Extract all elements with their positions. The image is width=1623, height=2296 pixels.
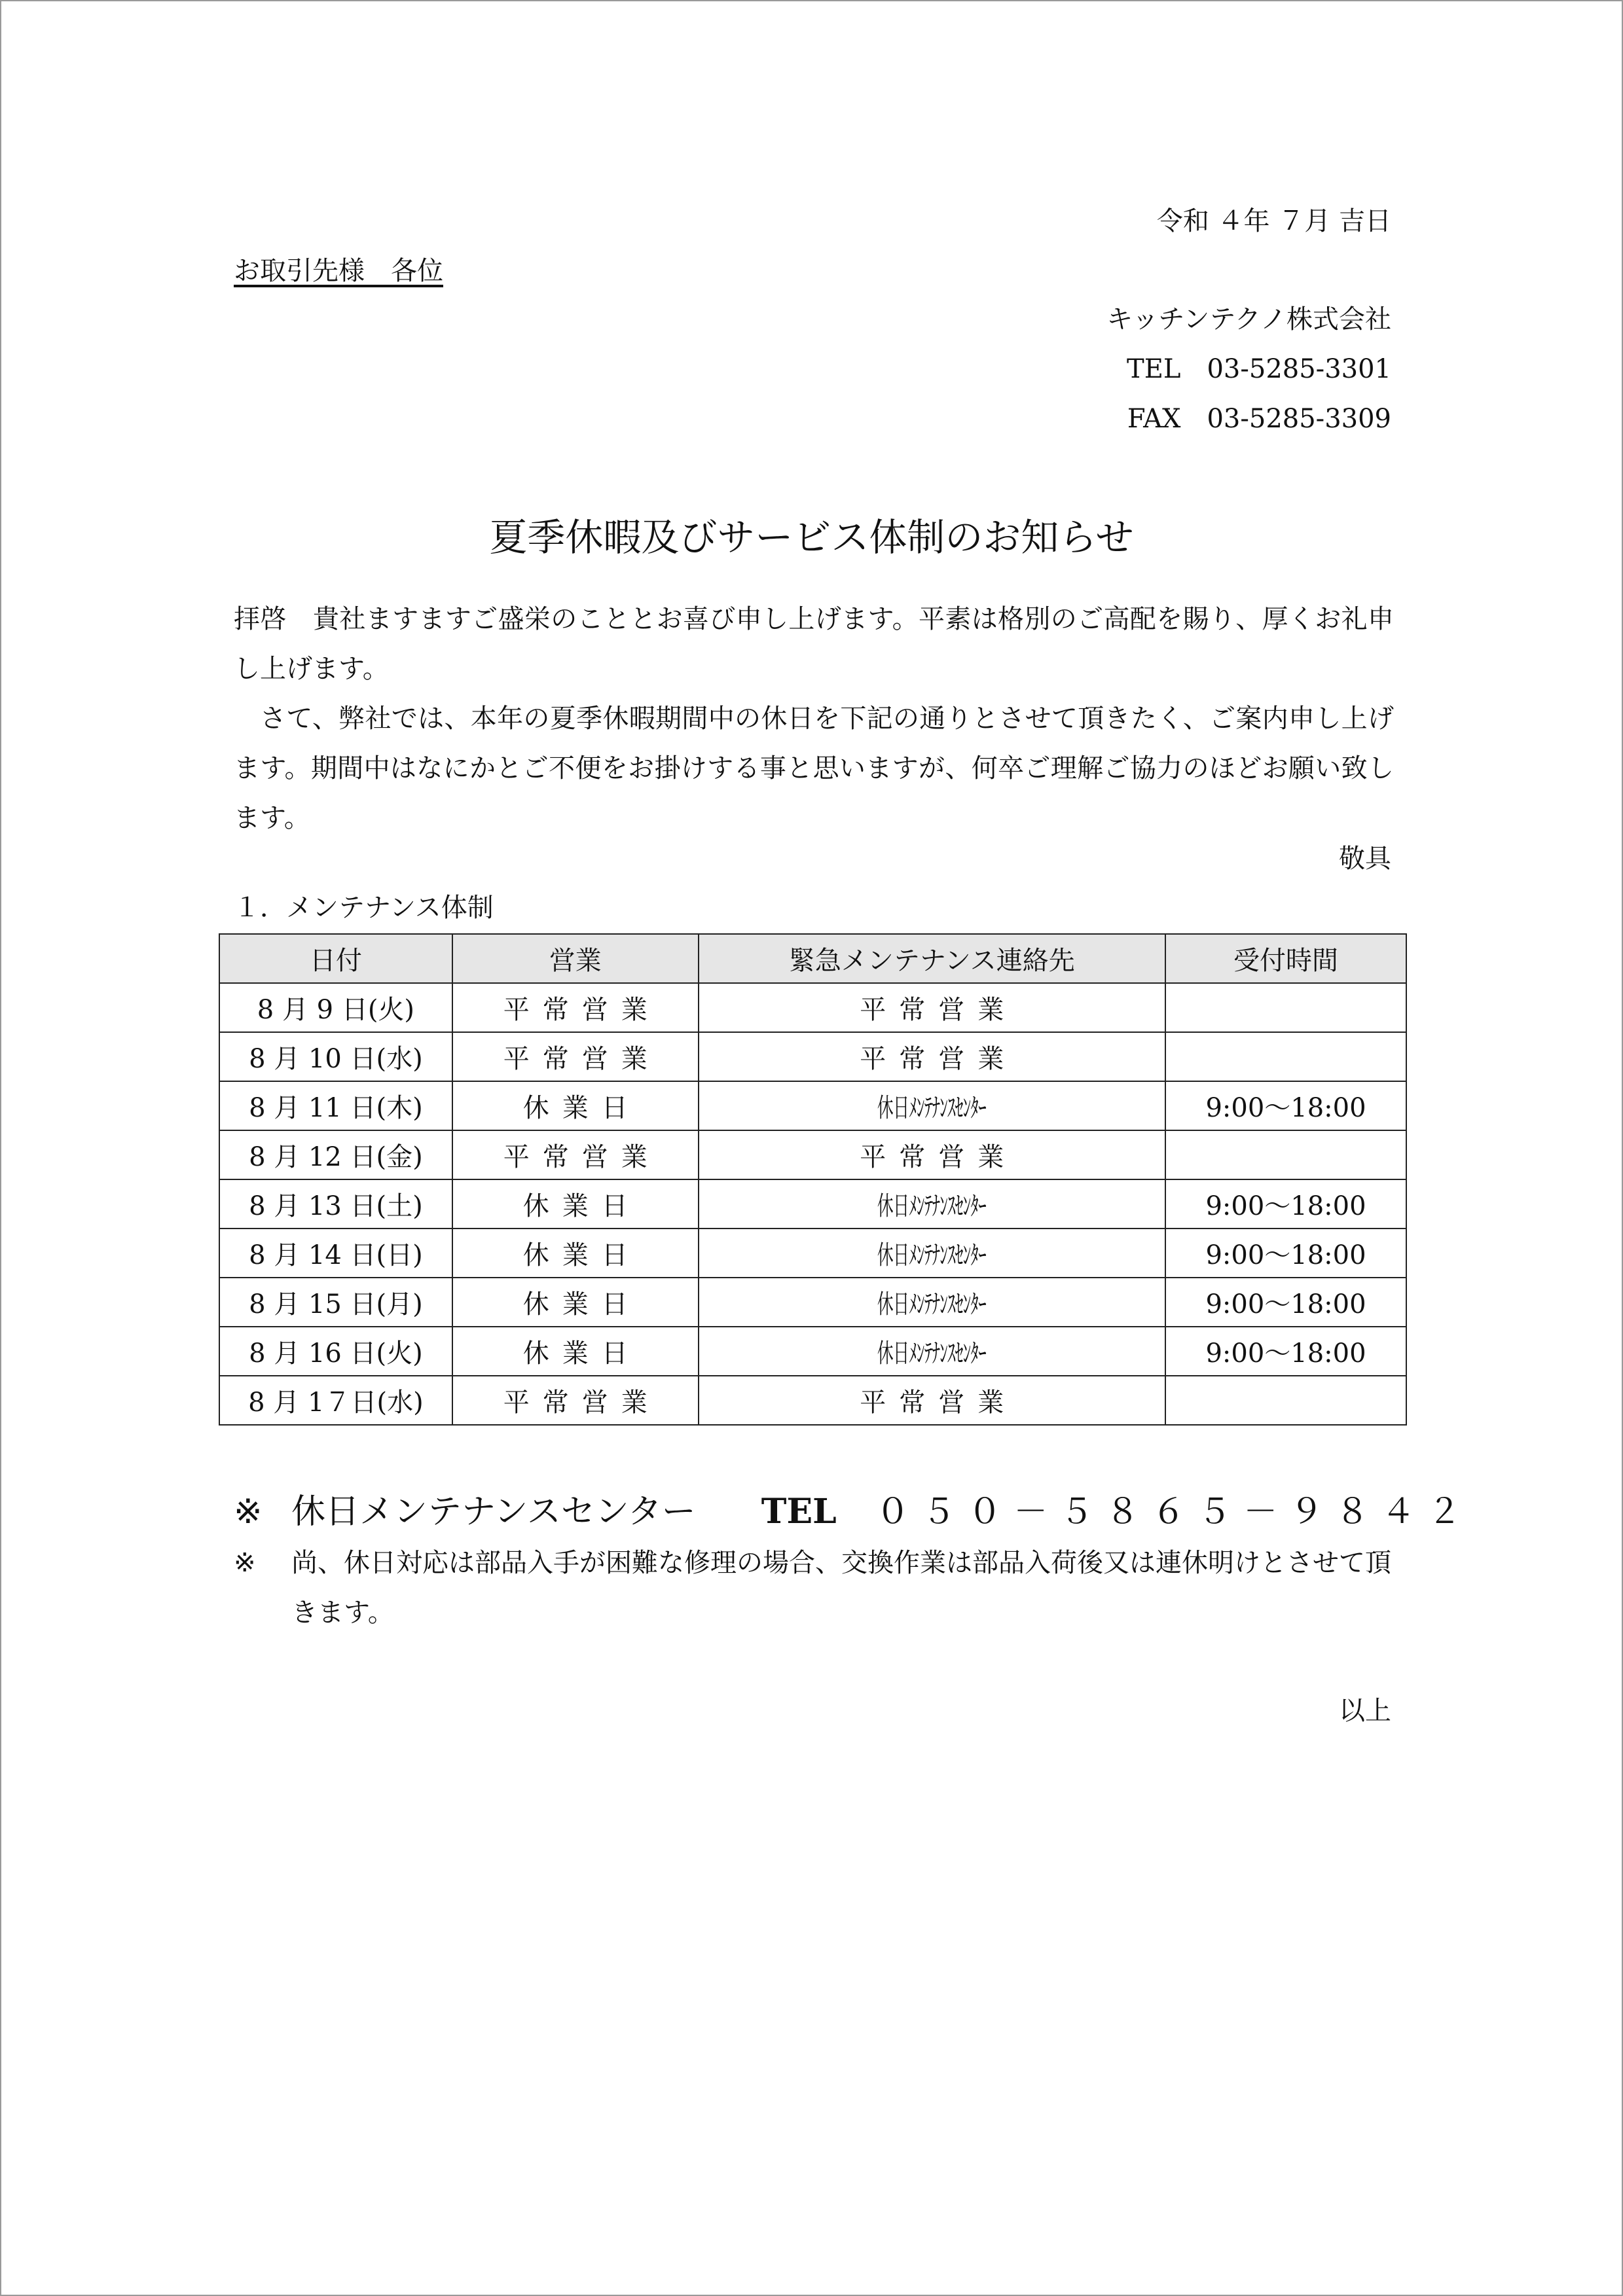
table-row xyxy=(219,1179,1406,1229)
hotline-label: 休日メンテナンスセンター xyxy=(291,1492,696,1532)
hotline-text xyxy=(291,1487,1474,1537)
cell-business: 平常営業 xyxy=(452,1376,699,1425)
cell-contact-text: 休日ﾒﾝﾃﾅﾝｽｾﾝﾀｰ xyxy=(877,1338,987,1369)
cell-hours: 9:00～18:00 xyxy=(1165,1278,1406,1327)
header-hours: 受付時間 xyxy=(1165,934,1406,983)
cell-business: 休業日 xyxy=(452,1081,699,1130)
cell-date: 8 月 10 日(水) xyxy=(219,1032,452,1081)
cell-contact-text: 休日ﾒﾝﾃﾅﾝｽｾﾝﾀｰ xyxy=(877,1289,987,1319)
header-contact: 緊急メンテナンス連絡先 xyxy=(699,934,1165,983)
cell-hours: 9:00～18:00 xyxy=(1165,1081,1406,1130)
cell-date: 8 月 14 日(日) xyxy=(219,1229,452,1278)
company-name: キッチンテクノ株式会社 xyxy=(1106,304,1391,334)
cell-contact: 平常営業 xyxy=(699,1376,1165,1425)
cell-date: 8 月 16 日(火) xyxy=(219,1327,452,1376)
end-mark: 以上 xyxy=(1339,1696,1391,1726)
cell-contact xyxy=(699,1229,1165,1278)
table-row xyxy=(219,983,1406,1032)
table-row xyxy=(219,1376,1406,1425)
hotline-number: ０５０－５８６５－９８４２ xyxy=(875,1492,1474,1532)
section-title: １．メンテナンス体制 xyxy=(234,893,494,923)
cell-hours xyxy=(1165,1376,1406,1425)
cell-contact xyxy=(699,1179,1165,1229)
cell-contact-text: 休日ﾒﾝﾃﾅﾝｽｾﾝﾀｰ xyxy=(877,1191,987,1221)
cell-contact-text: 休日ﾒﾝﾃﾅﾝｽｾﾝﾀｰ xyxy=(877,1240,987,1270)
note-mark: ※ xyxy=(234,1548,256,1578)
cell-business: 平常営業 xyxy=(452,1032,699,1081)
table-row xyxy=(219,1032,1406,1081)
maintenance-schedule-table xyxy=(219,933,1407,1426)
cell-contact xyxy=(699,1081,1165,1130)
cell-contact: 平常営業 xyxy=(699,1130,1165,1179)
cell-business: 休業日 xyxy=(452,1179,699,1229)
table-row xyxy=(219,1229,1406,1278)
cell-hours: 9:00～18:00 xyxy=(1165,1327,1406,1376)
cell-business: 休業日 xyxy=(452,1327,699,1376)
note-mark: ※ xyxy=(234,1492,263,1532)
cell-date: 8 月 9 日(火) xyxy=(219,983,452,1032)
cell-hours: 9:00～18:00 xyxy=(1165,1229,1406,1278)
cell-date: 8 月 12 日(金) xyxy=(219,1130,452,1179)
issue-date: 令和 ４年 ７月 吉日 xyxy=(1156,206,1391,236)
cell-date: 8 月 11 日(木) xyxy=(219,1081,452,1130)
cell-date: 8 月 1７日(水) xyxy=(219,1376,452,1425)
cell-business: 平常営業 xyxy=(452,1130,699,1179)
cell-contact-text: 休日ﾒﾝﾃﾅﾝｽｾﾝﾀｰ xyxy=(877,1093,987,1123)
cell-business: 休業日 xyxy=(452,1229,699,1278)
company-fax: FAX 03-5285-3309 xyxy=(1127,404,1391,434)
table-header-row xyxy=(219,934,1406,983)
cell-contact xyxy=(699,1278,1165,1327)
letter-body xyxy=(234,594,1394,843)
cell-hours: 9:00～18:00 xyxy=(1165,1179,1406,1229)
cell-contact: 平常営業 xyxy=(699,983,1165,1032)
recipient: お取引先様 各位 xyxy=(234,256,443,286)
company-tel: TEL 03-5285-3301 xyxy=(1127,354,1391,384)
cell-hours xyxy=(1165,983,1406,1032)
table-row xyxy=(219,1327,1406,1376)
table-row xyxy=(219,1081,1406,1130)
cell-date: 8 月 13 日(土) xyxy=(219,1179,452,1229)
hotline-tel-label: TEL xyxy=(761,1492,837,1532)
body-paragraph-2: さて、弊社では、本年の夏季休暇期間中の休日を下記の通りとさせて頂きたく、ご案内申し上げます。期間中はなにかとご不便をお掛けする事と思いますが、何卒ご理解ご協力のほどお願い致します。 xyxy=(234,704,1394,833)
cell-hours xyxy=(1165,1032,1406,1081)
parts-note-text: 尚、休日対応は部品入手が困難な修理の場合、交換作業は部品入荷後又は連休明けとさせて頂きます。 xyxy=(291,1548,1391,1628)
header-business: 営業 xyxy=(452,934,699,983)
table-row xyxy=(219,1278,1406,1327)
table-row xyxy=(219,1130,1406,1179)
cell-contact: 平常営業 xyxy=(699,1032,1165,1081)
cell-business: 休業日 xyxy=(452,1278,699,1327)
cell-business: 平常営業 xyxy=(452,983,699,1032)
cell-date: 8 月 15 日(月) xyxy=(219,1278,452,1327)
body-paragraph-1: 拝啓 貴社ますますご盛栄のこととお喜び申し上げます。平素は格別のご高配を賜り、厚くお礼申し上げます。 xyxy=(234,604,1394,684)
document-title: 夏季休暇及びサービス体制のお知らせ xyxy=(489,515,1134,560)
header-date: 日付 xyxy=(219,934,452,983)
closing-phrase: 敬具 xyxy=(1339,844,1391,874)
cell-contact xyxy=(699,1327,1165,1376)
cell-hours xyxy=(1165,1130,1406,1179)
